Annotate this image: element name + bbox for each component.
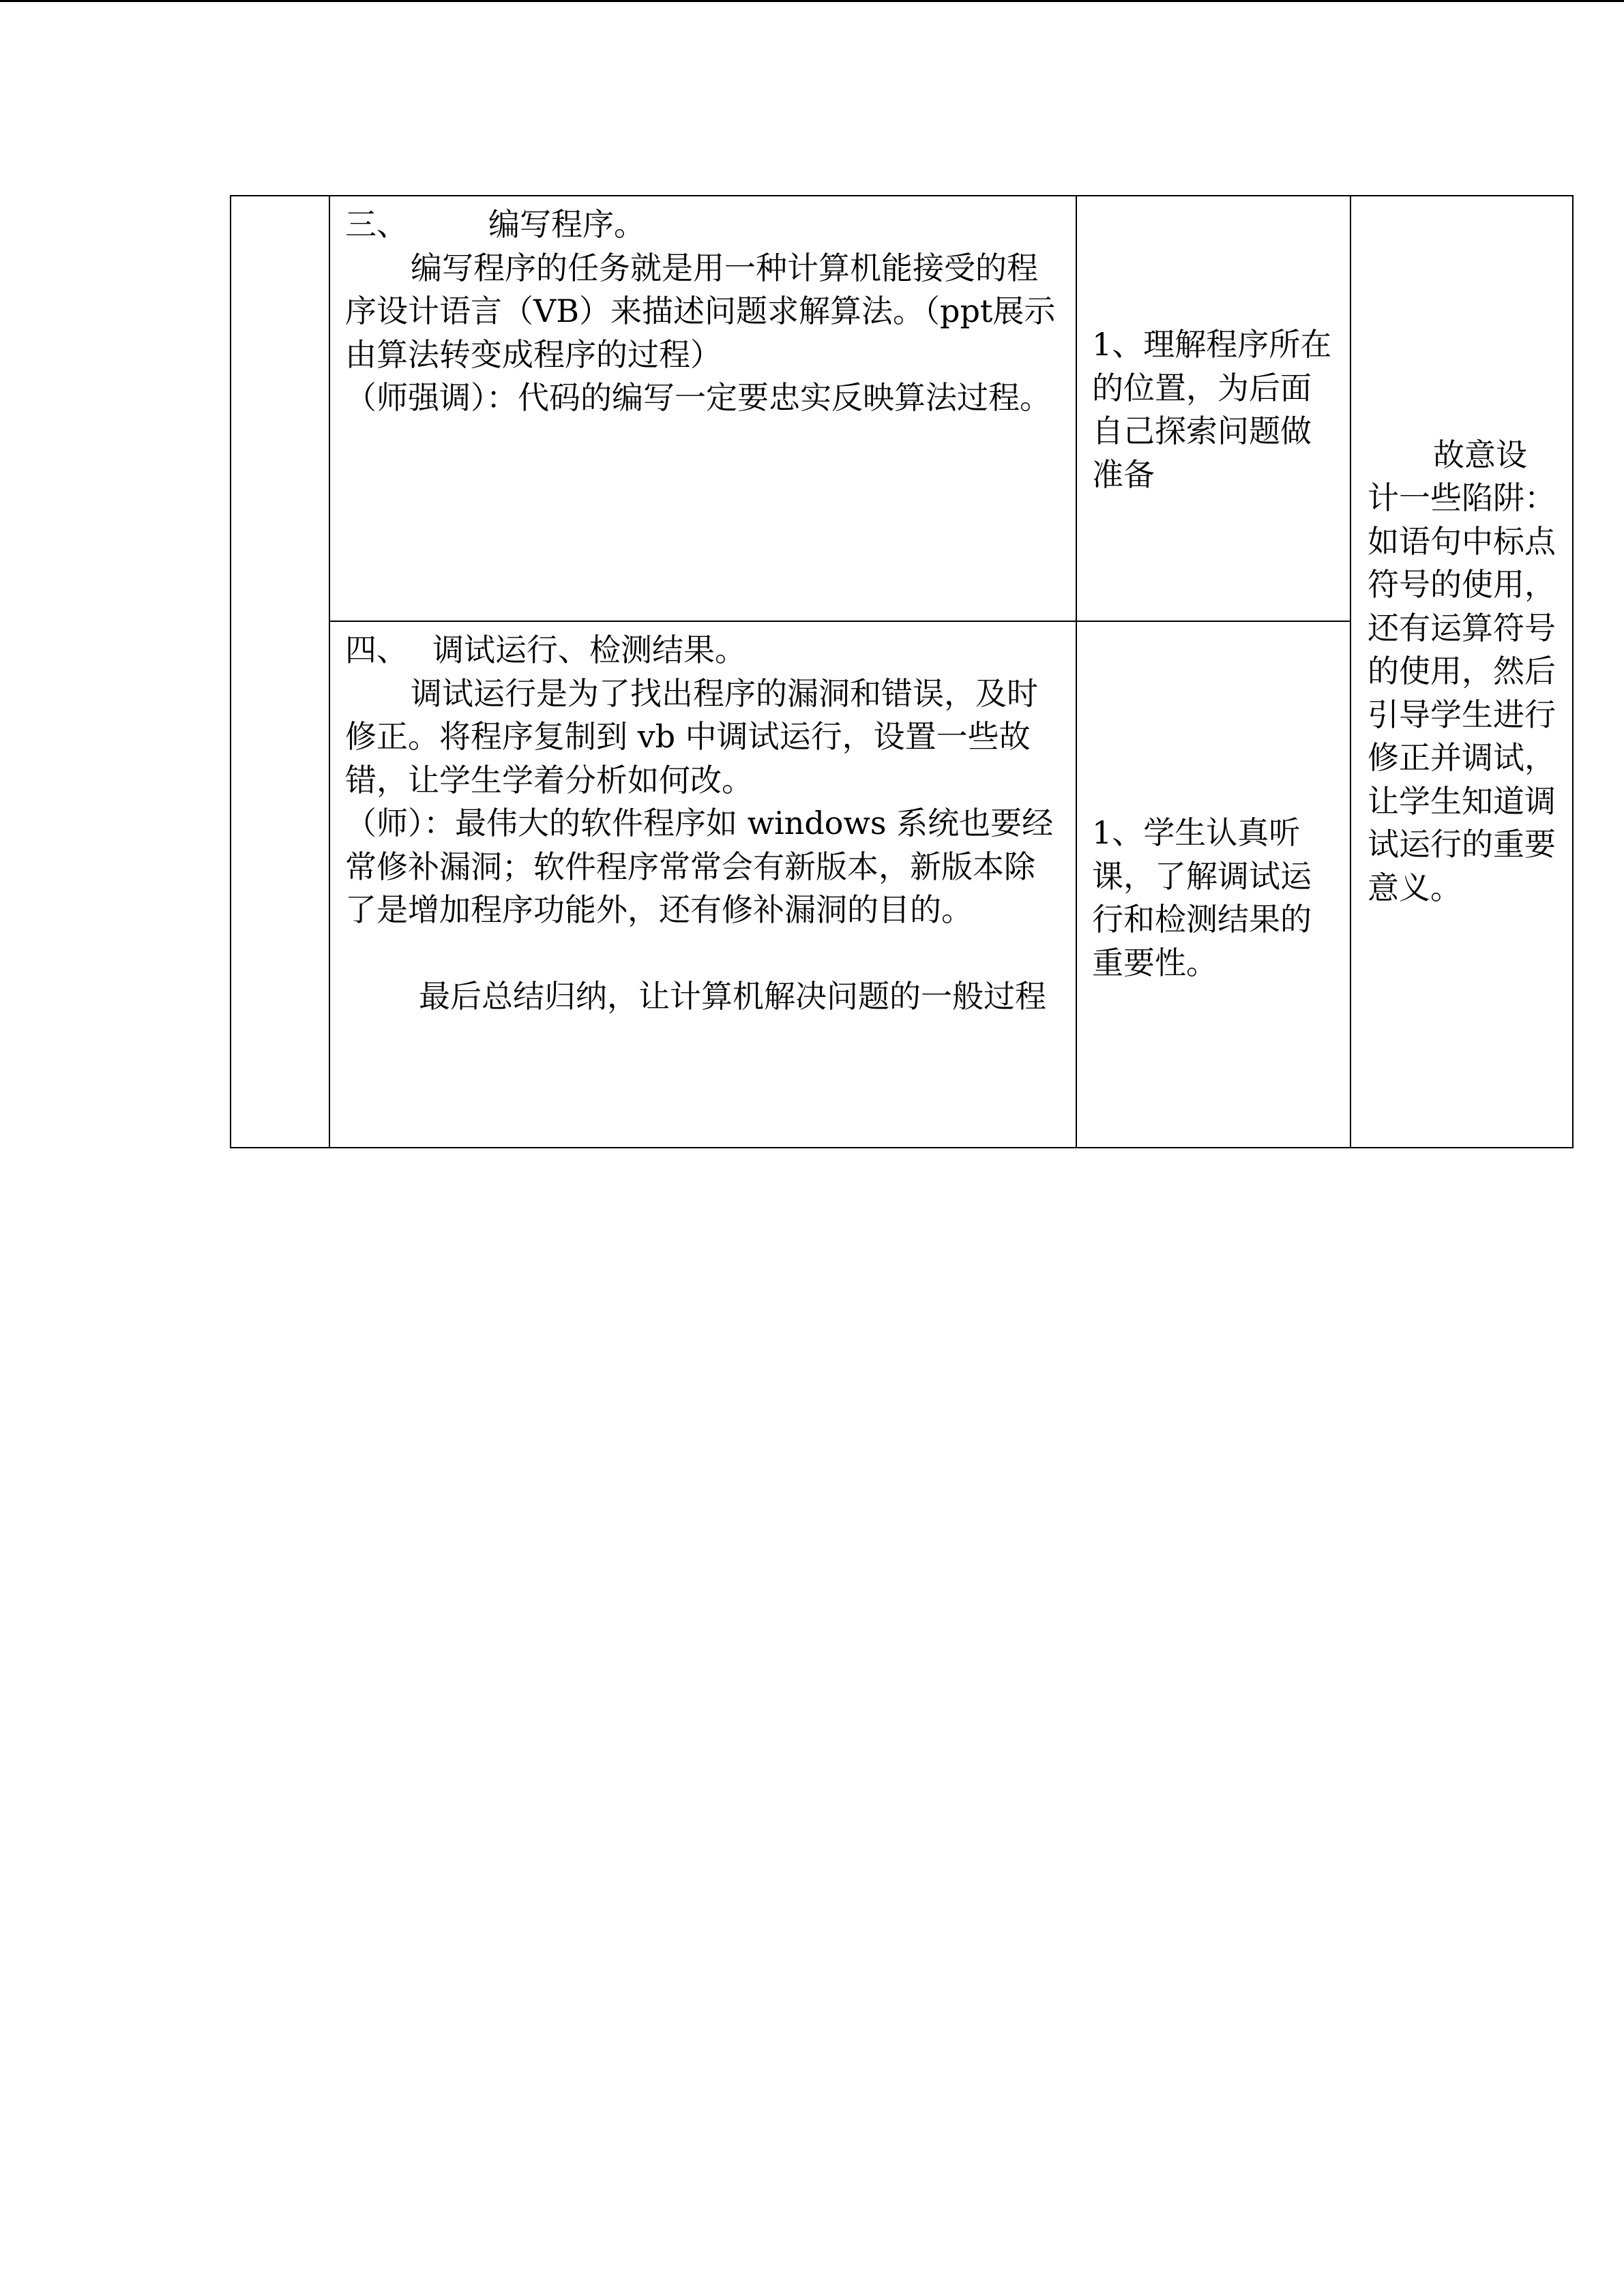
step-heading-4: 四、 调试运行、检测结果。 bbox=[345, 631, 746, 668]
design-intent-text: 故意设计一些陷阱：如语句中标点符号的使用，还有运算符号的使用，然后引导学生进行修正并调试，让学生知道调试运行的重要意义。 bbox=[1368, 436, 1556, 906]
lesson-plan-table bbox=[230, 195, 1574, 1148]
step-heading-3: 三、 编写程序。 bbox=[345, 206, 645, 243]
step-4-paragraph: 调试运行是为了找出程序的漏洞和错误，及时修正。将程序复制到 vb 中调试运行，设置一些故错，让学生学着分析如何改。 bbox=[345, 674, 1038, 799]
student-activity-text-1: 1、理解程序所在的位置，为后面自己探索问题做准备 bbox=[1092, 326, 1332, 493]
step-3-teacher-note: （师强调）：代码的编写一定要忠实反映算法过程。 bbox=[345, 379, 1051, 416]
summary-text: 最后总结归纳，让计算机解决问题的一般过程 bbox=[419, 978, 1046, 1015]
teaching-content-cell-1 bbox=[329, 196, 1076, 621]
teaching-content-cell-2 bbox=[329, 621, 1076, 1148]
student-activity-cell-2 bbox=[1076, 621, 1350, 1148]
step-3-paragraph: 编写程序的任务就是用一种计算机能接受的程序设计语言（VB）来描述问题求解算法。（ppt展示由算法转变成程序的过程） bbox=[345, 249, 1056, 373]
table-row bbox=[231, 196, 1573, 621]
page-top-border bbox=[0, 0, 1624, 2]
student-activity-text-2: 1、学生认真听课，了解调试运行和检测结果的重要性。 bbox=[1092, 814, 1312, 981]
design-intent-cell bbox=[1350, 196, 1573, 1148]
student-activity-cell-1 bbox=[1076, 196, 1350, 621]
step-4-teacher-note: （师）：最伟大的软件程序如 windows 系统也要经常修补漏洞；软件程序常常会有新版本，新版本除了是增加程序功能外，还有修补漏洞的目的。 bbox=[345, 805, 1054, 928]
stage-column-cell bbox=[231, 196, 329, 1148]
blank-line bbox=[345, 932, 1062, 976]
